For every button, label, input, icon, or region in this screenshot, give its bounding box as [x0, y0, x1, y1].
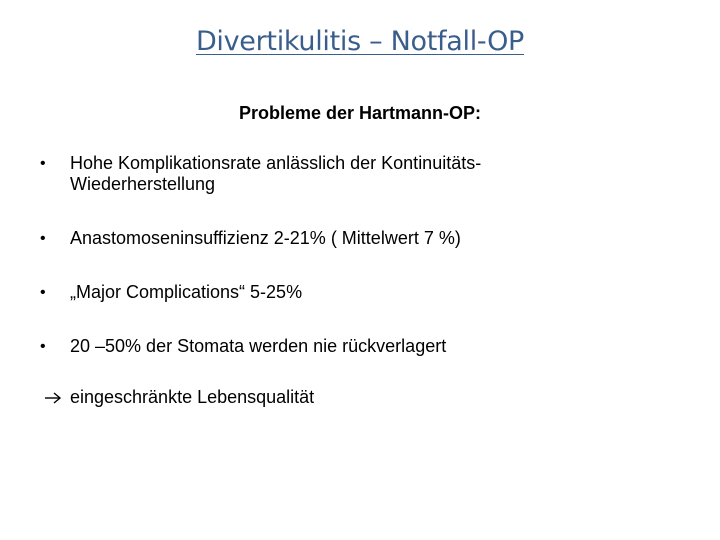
bullet-text: „Major Complications“ 5-25%	[70, 282, 303, 302]
bullet-dot-icon: •	[40, 284, 46, 301]
conclusion-line	[44, 387, 314, 408]
bullet-text: Hohe Komplikationsrate anlässlich der Kontinuitäts-	[70, 153, 482, 173]
bullet-text: Anastomoseninsuffizienz 2-21% ( Mittelwert 7 %)	[70, 228, 461, 248]
bullet-item-major-complications	[40, 282, 680, 303]
bullet-list	[40, 153, 680, 357]
bullet-text-continuation: Wiederherstellung	[70, 174, 216, 194]
bullet-dot-icon: •	[40, 155, 46, 172]
conclusion-text: eingeschränkte Lebensqualität	[70, 387, 315, 407]
bullet-item-anastomosis	[40, 228, 680, 249]
slide-title: Divertikulitis – Notfall-OP	[195, 26, 525, 57]
right-arrow-icon	[44, 391, 62, 405]
bullet-dot-icon: •	[40, 338, 46, 355]
slide-subtitle: Probleme der Hartmann-OP:	[238, 103, 482, 123]
bullet-text: 20 –50% der Stomata werden nie rückverlagert	[70, 336, 447, 356]
bullet-item-stomata	[40, 336, 680, 357]
bullet-dot-icon: •	[40, 230, 46, 247]
bullet-item-complication-rate	[40, 153, 680, 195]
